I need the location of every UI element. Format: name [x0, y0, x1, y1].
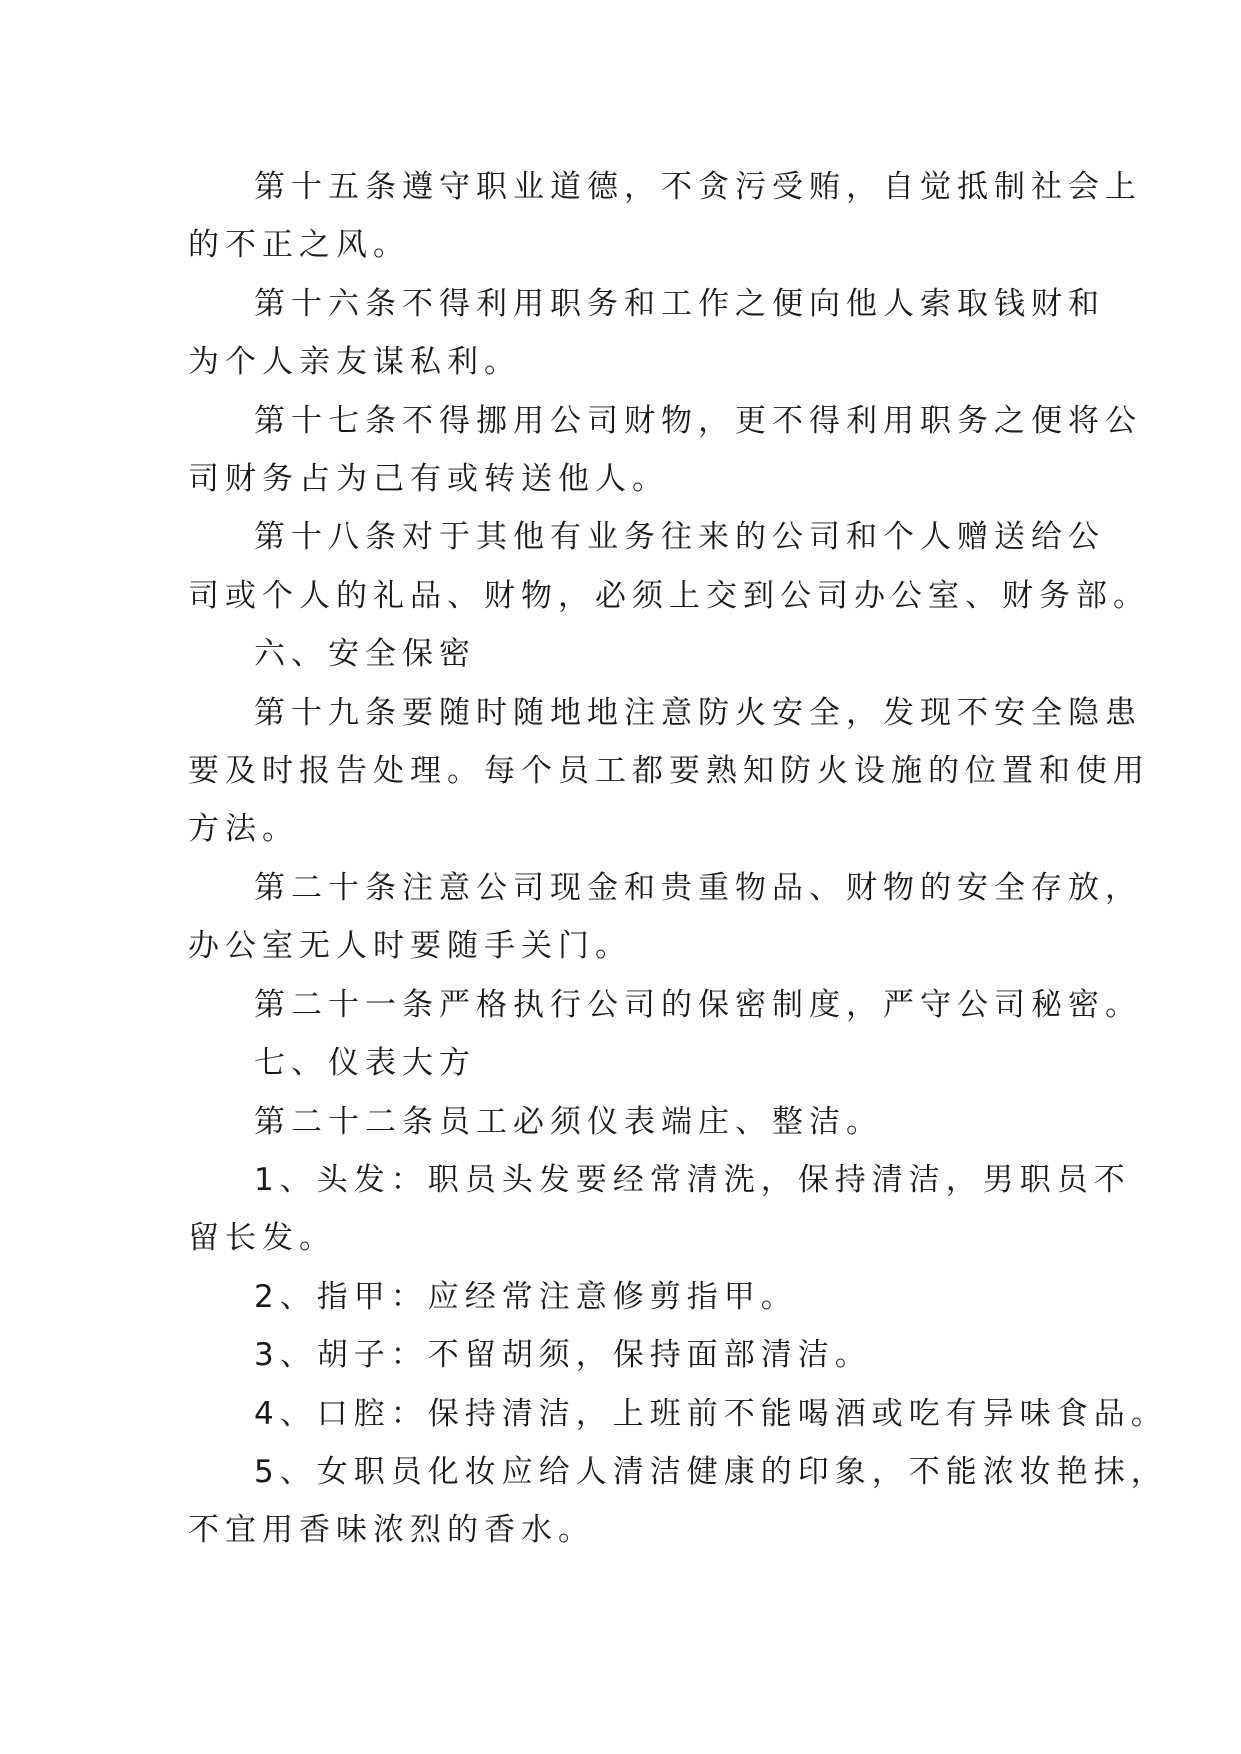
text-line: 留长发。 — [188, 1220, 336, 1257]
text-line: 第十五条遵守职业道德，不贪污受贿，自觉抵制社会上 — [254, 169, 1142, 205]
paragraph-article-18 — [188, 508, 1150, 625]
heading-text: 七、仪表大方 — [254, 1045, 476, 1082]
list-item-makeup — [188, 1443, 1168, 1560]
text-line: 的不正之风。 — [188, 227, 410, 264]
list-item-mouth — [188, 1385, 1168, 1443]
text-line: 5、女职员化妆应给人清洁健康的印象，不能浓妆艳抹， — [254, 1453, 1168, 1490]
paragraph-article-17 — [188, 392, 1142, 509]
text-line: 第二十一条严格执行公司的保密制度，严守公司秘密。 — [254, 986, 1142, 1023]
paragraph-article-19 — [188, 684, 1150, 859]
paragraph-article-20 — [188, 859, 1142, 976]
text-line: 第十七条不得挪用公司财物，更不得利用职务之便将公 — [254, 402, 1142, 439]
text-line: 司财务占为己有或转送他人。 — [188, 461, 669, 498]
text-line: 1、头发：职员头发要经常清洗，保持清洁，男职员不 — [254, 1161, 1131, 1198]
list-item-hair — [188, 1151, 1131, 1268]
section-heading-appearance — [188, 1034, 1068, 1092]
list-item-nails — [188, 1268, 1068, 1326]
text-line: 第十八条对于其他有业务往来的公司和个人赠送给公 — [254, 519, 1105, 556]
text-line: 为个人亲友谋私利。 — [188, 344, 521, 381]
list-item-beard — [188, 1326, 1068, 1384]
document-body — [188, 158, 1168, 1560]
text-line: 第二十二条员工必须仪表端庄、整洁。 — [254, 1103, 883, 1140]
text-line: 要及时报告处理。每个员工都要熟知防火设施的位置和使用 — [188, 753, 1150, 790]
text-line: 司或个人的礼品、财物，必须上交到公司办公室、财务部。 — [188, 577, 1150, 614]
text-line: 办公室无人时要随手关门。 — [188, 928, 632, 965]
text-line: 4、口腔：保持清洁，上班前不能喝酒或吃有异味食品。 — [254, 1395, 1168, 1432]
text-line: 方法。 — [188, 811, 299, 848]
text-line: 第十六条不得利用职务和工作之便向他人索取钱财和 — [254, 285, 1105, 322]
paragraph-article-15 — [188, 158, 1142, 275]
paragraph-article-22 — [188, 1093, 1068, 1151]
paragraph-article-21 — [188, 976, 1142, 1034]
text-line: 不宜用香味浓烈的香水。 — [188, 1512, 595, 1549]
paragraph-article-16 — [188, 275, 1105, 392]
section-heading-safety-confidentiality — [188, 625, 1068, 683]
text-line: 2、指甲：应经常注意修剪指甲。 — [254, 1278, 798, 1315]
heading-text: 六、安全保密 — [254, 636, 476, 673]
text-line: 第十九条要随时随地地注意防火安全，发现不安全隐患 — [254, 694, 1142, 731]
text-line: 第二十条注意公司现金和贵重物品、财物的安全存放， — [254, 869, 1142, 906]
text-line: 3、胡子：不留胡须，保持面部清洁。 — [254, 1337, 872, 1374]
